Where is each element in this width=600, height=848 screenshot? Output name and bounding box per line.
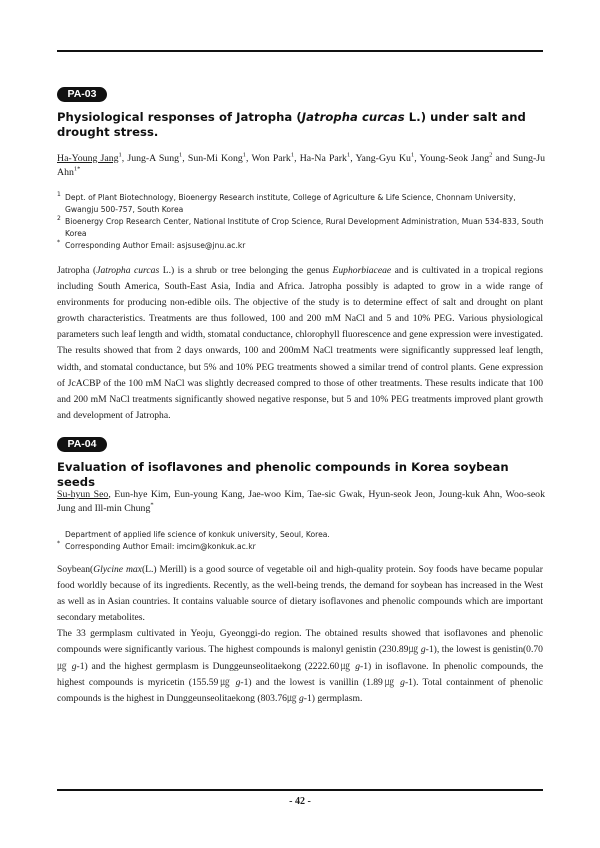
affiliations-pa04	[57, 529, 547, 553]
author-separator: ,	[362, 489, 369, 500]
affiliation-text: Corresponding Author Email: asjsuse@jnu.ac.kr	[65, 241, 246, 250]
author-affiliation-mark: *	[150, 501, 154, 509]
abstract-pa03	[57, 263, 543, 424]
author-name: Hyun-seok Jeon	[368, 489, 433, 500]
italic-term: Jatropha curcas	[96, 265, 160, 276]
italic-term: g	[355, 660, 361, 672]
author-separator: ,	[432, 489, 439, 500]
affiliation-mark: *	[57, 540, 60, 547]
affiliation-line	[57, 240, 547, 252]
author-separator: ,	[246, 153, 252, 164]
affiliation-line	[57, 541, 547, 553]
abstract-text: -1), the lowest is genistin(0.70㎍	[57, 644, 543, 672]
italic-term: g	[400, 676, 405, 688]
abstract-text: The 33 germplasm cultivated in Yeoju, Gyeonggi-do region. The obtained results showed that isoflavones and phenolic compounds were significantly various. The highest compounds is malonyl genistin (230.89㎍	[57, 628, 543, 656]
author-affiliation-mark: 2	[489, 151, 493, 159]
author-separator: ,	[294, 153, 300, 164]
top-rule	[57, 50, 543, 52]
italic-term: g	[420, 644, 426, 656]
author-separator: ,	[108, 489, 115, 500]
affiliation-line	[57, 529, 547, 541]
author-name: Joung-kuk Ahn	[438, 489, 500, 500]
author-separator: ,	[168, 489, 175, 500]
abstract-text: -1). Total containment of phenolic compounds is the highest in Dunggeunseolitaekong (803.76㎍	[57, 676, 544, 704]
author-affiliation-mark: 1	[179, 151, 183, 159]
author-name: Su-hyun Seo	[57, 489, 109, 500]
affiliation-mark: *	[57, 239, 60, 246]
author-name: Woo-seok Jung	[57, 489, 545, 514]
author-affiliation-mark: 1	[242, 151, 246, 159]
author-name: Tae-sic Gwak	[307, 489, 363, 500]
author-name: Eun-hye Kim	[114, 489, 169, 500]
author-list-pa03	[57, 152, 545, 180]
abstract-pa04	[57, 562, 543, 707]
author-separator: ,	[350, 153, 356, 164]
author-name: Eun-young Kang	[174, 489, 243, 500]
italic-term: g	[71, 660, 77, 672]
page-number: - 42 -	[289, 796, 311, 807]
section-title-pa03: Physiological responses of Jatropha (Jatropha curcas L.) under salt and drought stress.	[57, 110, 526, 139]
abstract-text: Jatropha (	[57, 265, 97, 276]
author-separator: ,	[121, 153, 128, 164]
abstract-text: -1) and the lowest is vanillin (1.89㎍	[240, 676, 401, 688]
affiliation-line	[57, 216, 547, 240]
author-name: Ha-Young Jang	[57, 153, 119, 164]
section-badge-pa04: PA-04	[57, 437, 107, 452]
abstract-text: and is cultivated in a tropical regions including South America, South-East Asia, India and Africa. Jatropha possibly is adapted to grow in a wide range of environments for producing non-edible oils. The objective of the study is to determine effect of salt and drought on plant growth characteristics. Treatments are thus followed, 100 and 200 mM NaCl and 5 and 10% PEG. Various physiological parameters such leaf length and width, stomatal conductance, chlorophyll fluorescence and gene expression were investigated. The results showed that from 2 days onwards, 100 and 200mM NaCl treatments were significantly suppressed leaf length, width, and stomatal conductance, but 5% and 10% PEG treatments showed a similar trend of control plants. Gene expression of JcACBP of the 100 mM NaCl was slightly decreased compred to those of other treatments. These results indicate that 100 and 200 mM NaCl treatments significantly showed negative response, but 5 and 10% PEG treatments improved plant growth and development of Jatropha.	[57, 265, 543, 421]
author-name: Jung-A Sung	[127, 153, 179, 164]
affiliation-text: Dept. of Plant Biotechnology, Bioenergy Research institute, College of Agriculture & Life Science, Chonnam University, Gwangju 500-757, South Korea	[65, 193, 516, 214]
author-name: Sun-Mi Kong	[187, 153, 243, 164]
author-separator: ,	[499, 489, 506, 500]
author-affiliation-mark: 1	[118, 151, 122, 159]
author-name: Ha-Na Park	[299, 153, 347, 164]
italic-term: g	[298, 692, 304, 704]
section-badge-pa03: PA-03	[57, 87, 107, 102]
author-affiliation-mark: 1*	[73, 165, 81, 173]
abstract-text: -1) and the highest germplasm is Dunggeunseolitaekong (2222.60㎍	[76, 660, 356, 672]
author-name: Ill-min Chung	[94, 503, 151, 514]
author-separator: ,	[182, 153, 188, 164]
abstract-text: -1) germplasm.	[303, 692, 363, 704]
italic-term: g	[235, 676, 241, 688]
author-name: Young-Seok Jang	[419, 153, 490, 164]
abstract-paragraph	[57, 626, 543, 706]
author-separator: ,	[414, 153, 420, 164]
affiliation-mark: 2	[57, 215, 61, 222]
abstract-text: Soybean(	[57, 564, 94, 575]
affiliation-text: Corresponding Author Email: imcim@konkuk.ac.kr	[65, 542, 256, 551]
abstract-text: -1) in isoflavone. In phenolic compounds, the highest compounds is myricetin (155.59㎍	[57, 660, 543, 688]
abstract-paragraph	[57, 562, 543, 626]
author-separator: and	[492, 153, 513, 164]
affiliation-line	[57, 192, 547, 216]
author-affiliation-mark: 1	[290, 151, 295, 159]
author-separator: ,	[301, 489, 308, 500]
author-affiliation-mark: 1	[410, 151, 415, 159]
abstract-paragraph	[57, 263, 543, 424]
author-separator: ,	[242, 489, 249, 500]
abstract-text: L.) is a shrub or tree belonging the genus	[159, 265, 333, 276]
italic-term: Euphorbiaceae	[332, 265, 392, 276]
author-list-pa04	[57, 488, 545, 516]
affiliation-text: Bioenergy Crop Research Center, National Institute of Crop Science, Rural Development Administration, Muan 534-833, South Korea	[65, 217, 544, 238]
affiliation-text: Department of applied life science of konkuk university, Seoul, Korea.	[65, 530, 330, 539]
author-name: Sung-Ju Ahn	[57, 153, 545, 178]
author-affiliation-mark: 1	[346, 151, 351, 159]
bottom-rule	[57, 789, 543, 791]
abstract-text: (L.) Merill) is a good source of vegetable oil and high-quality protein. Soy foods have became popular food worldly because of its ingredients. Recently, as the well-being trends, the demand for soybean has increased in the West as well as in Asian countries. It contains valuable source of dietary isoflavones and phenolic compounds which are important secondary metabolites.	[57, 564, 543, 624]
section-title-pa04: Evaluation of isoflavones and phenolic compounds in Korea soybean seeds	[57, 460, 509, 489]
author-name: Yang-Gyu Ku	[355, 153, 411, 164]
affiliations-pa03	[57, 192, 547, 252]
author-separator: and	[75, 503, 95, 514]
affiliation-mark: 1	[57, 191, 61, 198]
author-name: Jae-woo Kim	[248, 489, 302, 500]
italic-term: Glycine max	[93, 564, 142, 575]
author-name: Won Park	[251, 153, 291, 164]
